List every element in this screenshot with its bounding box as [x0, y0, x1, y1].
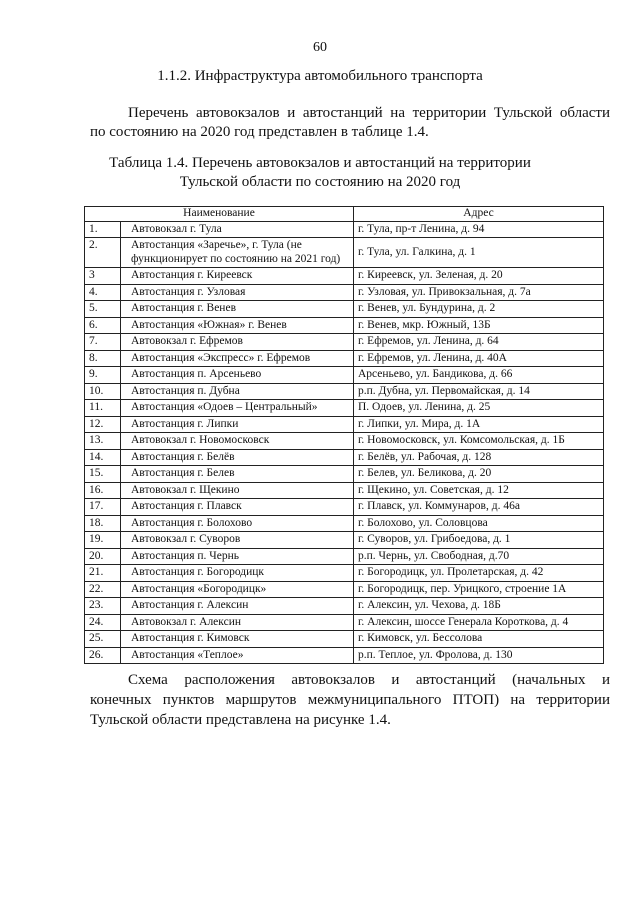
caption-line: Тульской области по состоянию на 2020 год	[179, 174, 461, 190]
table-row	[85, 317, 604, 334]
row-number: 24.	[85, 614, 121, 631]
station-address: г. Белёв, ул. Рабочая, д. 128	[354, 449, 604, 466]
station-name: Автовокзал г. Алексин	[121, 614, 354, 631]
outro-line: конечных пунктов маршрутов межмуниципального ПТОП) на территории	[90, 692, 610, 708]
station-name: Автостанция г. Кимовск	[121, 631, 354, 648]
outro-line: Тульской области представлена на рисунке 1.4.	[90, 712, 391, 728]
table-row	[85, 614, 604, 631]
station-address: г. Ефремов, ул. Ленина, д. 40А	[354, 350, 604, 367]
station-address: г. Новомосковск, ул. Комсомольская, д. 1Б	[354, 433, 604, 450]
station-name: Автостанция г. Алексин	[121, 598, 354, 615]
station-name: Автовокзал г. Суворов	[121, 532, 354, 549]
station-name: Автовокзал г. Щекино	[121, 482, 354, 499]
station-address: г. Киреевск, ул. Зеленая, д. 20	[354, 268, 604, 285]
stations-table	[84, 206, 604, 664]
station-name: Автовокзал г. Тула	[121, 221, 354, 238]
station-address: Арсеньево, ул. Бандикова, д. 66	[354, 367, 604, 384]
table-row	[85, 482, 604, 499]
station-address: г. Суворов, ул. Грибоедова, д. 1	[354, 532, 604, 549]
row-number: 8.	[85, 350, 121, 367]
row-number: 20.	[85, 548, 121, 565]
station-name: Автовокзал г. Ефремов	[121, 334, 354, 351]
station-name: Автостанция «Богородицк»	[121, 581, 354, 598]
row-number: 12.	[85, 416, 121, 433]
station-name: Автостанция «Теплое»	[121, 647, 354, 664]
station-address: г. Венев, ул. Бундурина, д. 2	[354, 301, 604, 318]
station-name: Автостанция г. Богородицк	[121, 565, 354, 582]
row-number: 18.	[85, 515, 121, 532]
station-address: г. Тула, пр-т Ленина, д. 94	[354, 221, 604, 238]
row-number: 1.	[85, 221, 121, 238]
table-row	[85, 647, 604, 664]
row-number: 15.	[85, 466, 121, 483]
table-caption	[0, 154, 640, 192]
row-number: 3	[85, 268, 121, 285]
station-address: г. Богородицк, ул. Пролетарская, д. 42	[354, 565, 604, 582]
station-address: г. Кимовск, ул. Бессолова	[354, 631, 604, 648]
station-address: р.п. Теплое, ул. Фролова, д. 130	[354, 647, 604, 664]
row-number: 6.	[85, 317, 121, 334]
station-address: г. Липки, ул. Мира, д. 1А	[354, 416, 604, 433]
row-number: 9.	[85, 367, 121, 384]
table-row	[85, 449, 604, 466]
row-number: 21.	[85, 565, 121, 582]
row-number: 17.	[85, 499, 121, 516]
station-name: Автовокзал г. Новомосковск	[121, 433, 354, 450]
page-number: 60	[313, 40, 327, 55]
table-body	[85, 221, 604, 664]
station-address: г. Тула, ул. Галкина, д. 1	[354, 238, 604, 268]
station-address: р.п. Дубна, ул. Первомайская, д. 14	[354, 383, 604, 400]
intro-line: по состоянию на 2020 год представлен в таблице 1.4.	[90, 124, 429, 140]
table-row	[85, 367, 604, 384]
outro-line: Схема расположения автовокзалов и автостанций (начальных и	[128, 672, 610, 688]
table-row	[85, 499, 604, 516]
row-number: 23.	[85, 598, 121, 615]
station-address: р.п. Чернь, ул. Свободная, д.70	[354, 548, 604, 565]
header-address: Адрес	[354, 207, 604, 222]
station-name: Автостанция г. Белев	[121, 466, 354, 483]
station-address: г. Ефремов, ул. Ленина, д. 64	[354, 334, 604, 351]
row-number: 11.	[85, 400, 121, 417]
table-row	[85, 466, 604, 483]
table-row	[85, 400, 604, 417]
row-number: 16.	[85, 482, 121, 499]
table-row	[85, 221, 604, 238]
station-address: П. Одоев, ул. Ленина, д. 25	[354, 400, 604, 417]
station-address: г. Богородицк, пер. Урицкого, строение 1А	[354, 581, 604, 598]
station-name: Автостанция п. Дубна	[121, 383, 354, 400]
table-row	[85, 301, 604, 318]
station-address: г. Болохово, ул. Соловцова	[354, 515, 604, 532]
row-number: 26.	[85, 647, 121, 664]
table-row	[85, 598, 604, 615]
caption-line: Таблица 1.4. Перечень автовокзалов и автостанций на территории	[109, 155, 531, 171]
station-name: Автостанция г. Венев	[121, 301, 354, 318]
table-row	[85, 581, 604, 598]
table-row	[85, 334, 604, 351]
intro-paragraph	[90, 104, 610, 142]
station-name: Автостанция «Одоев – Центральный»	[121, 400, 354, 417]
table-row	[85, 532, 604, 549]
table-row	[85, 416, 604, 433]
station-address: г. Белев, ул. Беликова, д. 20	[354, 466, 604, 483]
row-number: 4.	[85, 284, 121, 301]
table-row	[85, 515, 604, 532]
table-row	[85, 268, 604, 285]
table-row	[85, 350, 604, 367]
table-header-row	[85, 207, 604, 222]
station-name: Автостанция г. Белёв	[121, 449, 354, 466]
station-address: г. Узловая, ул. Привокзальная, д. 7а	[354, 284, 604, 301]
row-number: 25.	[85, 631, 121, 648]
station-address: г. Алексин, ул. Чехова, д. 18Б	[354, 598, 604, 615]
row-number: 2.	[85, 238, 121, 268]
station-name: Автостанция «Экспресс» г. Ефремов	[121, 350, 354, 367]
station-name: Автостанция «Южная» г. Венев	[121, 317, 354, 334]
header-name: Наименование	[85, 207, 354, 222]
table-row	[85, 433, 604, 450]
station-name: Автостанция г. Липки	[121, 416, 354, 433]
table-row	[85, 238, 604, 268]
row-number: 19.	[85, 532, 121, 549]
intro-line: Перечень автовокзалов и автостанций на территории Тульской области	[128, 105, 610, 121]
section-heading: 1.1.2. Инфраструктура автомобильного транспорта	[157, 68, 483, 84]
station-address: г. Щекино, ул. Советская, д. 12	[354, 482, 604, 499]
row-number: 5.	[85, 301, 121, 318]
station-name: Автостанция п. Чернь	[121, 548, 354, 565]
station-name: Автостанция г. Болохово	[121, 515, 354, 532]
table-row	[85, 548, 604, 565]
station-name: Автостанция г. Узловая	[121, 284, 354, 301]
table-row	[85, 383, 604, 400]
row-number: 10.	[85, 383, 121, 400]
row-number: 7.	[85, 334, 121, 351]
station-address: г. Венев, мкр. Южный, 13Б	[354, 317, 604, 334]
row-number: 22.	[85, 581, 121, 598]
row-number: 13.	[85, 433, 121, 450]
row-number: 14.	[85, 449, 121, 466]
station-address: г. Алексин, шоссе Генерала Короткова, д. 4	[354, 614, 604, 631]
table-row	[85, 631, 604, 648]
outro-paragraph	[90, 670, 610, 730]
table-row	[85, 284, 604, 301]
station-name: Автостанция г. Киреевск	[121, 268, 354, 285]
station-name: Автостанция «Заречье», г. Тула (не функционирует по состоянию на 2021 год)	[121, 238, 354, 268]
table-row	[85, 565, 604, 582]
station-address: г. Плавск, ул. Коммунаров, д. 46а	[354, 499, 604, 516]
station-name: Автостанция г. Плавск	[121, 499, 354, 516]
station-name: Автостанция п. Арсеньево	[121, 367, 354, 384]
